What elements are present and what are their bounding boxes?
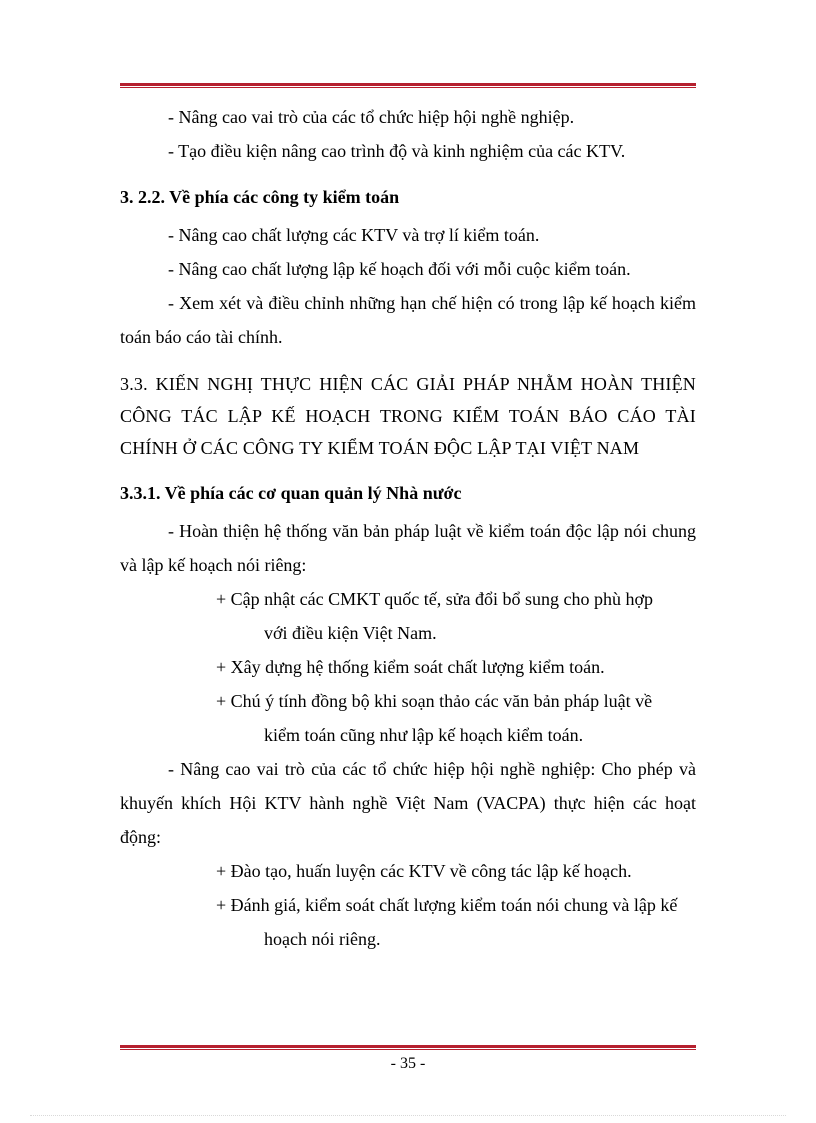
footer-rule — [120, 1045, 696, 1050]
sub-list-item — [120, 582, 696, 650]
sub-list-item: + Đào tạo, huấn luyện các KTV về công tác lập kế hoạch. — [216, 861, 632, 881]
list-item: - Hoàn thiện hệ thống văn bản pháp luật về kiểm toán độc lập nói chung và lập kế hoạch nói riêng: — [120, 521, 696, 575]
list-item: - Nâng cao chất lượng các KTV và trợ lí kiểm toán. — [168, 225, 540, 245]
list-item: - Nâng cao chất lượng lập kế hoạch đối với mỗi cuộc kiểm toán. — [168, 259, 631, 279]
sub-list-item-line: + Chú ý tính đồng bộ khi soạn thảo các văn bản pháp luật về — [216, 691, 653, 711]
list-item: - Nâng cao vai trò của các tổ chức hiệp hội nghề nghiệp. — [168, 107, 575, 127]
sub-list-item-continuation: kiểm toán cũng như lập kế hoạch kiểm toán. — [264, 725, 584, 745]
page-body — [120, 100, 696, 956]
section-heading-331: 3.3.1. Về phía các cơ quan quản lý Nhà nước — [120, 483, 462, 503]
sub-list-item-line: + Cập nhật các CMKT quốc tế, sửa đổi bổ sung cho phù hợp — [216, 589, 654, 609]
sub-list-item-line: + Đánh giá, kiểm soát chất lượng kiểm toán nói chung và lập kế — [216, 895, 678, 915]
page-number: - 35 - — [390, 1055, 426, 1072]
sub-list-item — [120, 888, 696, 956]
section-heading-322: 3. 2.2. Về phía các công ty kiểm toán — [120, 187, 400, 207]
section-heading-33: 3.3. KIẾN NGHỊ THỰC HIỆN CÁC GIẢI PHÁP NHẰM HOÀN THIỆN CÔNG TÁC LẬP KẾ HOẠCH TRONG KIỂM TOÁN BÁO CÁO TÀI CHÍNH Ở CÁC CÔNG TY KIỂM TOÁN ĐỘC LẬP TẠI VIỆT NAM — [120, 374, 696, 458]
sub-list-item: + Xây dựng hệ thống kiểm soát chất lượng kiểm toán. — [216, 657, 605, 677]
list-item: - Xem xét và điều chỉnh những hạn chế hiện có trong lập kế hoạch kiểm toán báo cáo tài chính. — [120, 293, 696, 347]
sub-list-item — [120, 684, 696, 752]
list-item: - Nâng cao vai trò của các tổ chức hiệp hội nghề nghiệp: Cho phép và khuyến khích Hội KTV hành nghề Việt Nam (VACPA) thực hiện các hoạt động: — [120, 759, 696, 847]
page-bottom-border — [30, 1115, 786, 1117]
header-rule — [120, 83, 696, 88]
sub-list-item-continuation: với điều kiện Việt Nam. — [264, 623, 437, 643]
sub-list-item-continuation: hoạch nói riêng. — [264, 929, 381, 949]
list-item: - Tạo điều kiện nâng cao trình độ và kinh nghiệm của các KTV. — [168, 141, 626, 161]
